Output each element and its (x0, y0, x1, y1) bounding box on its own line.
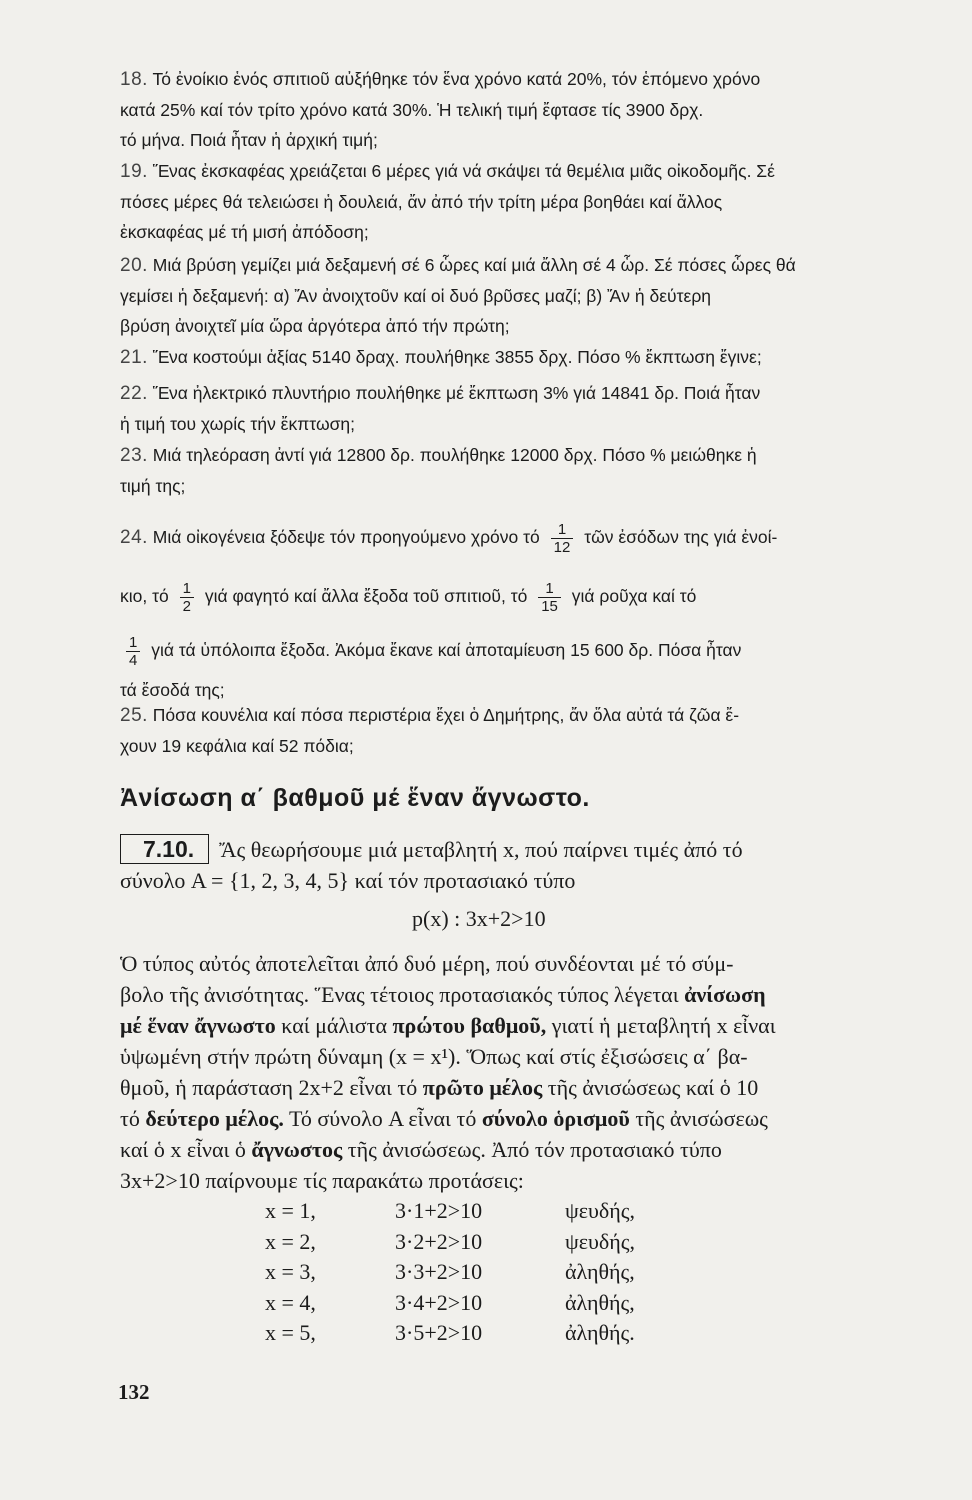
exercise-text: γιά τά ὑπόλοιπα ἔξοδα. Ἀκόμα ἔκανε καί ἀποταμίευση 15 600 δρ. Πόσα ἦταν (151, 640, 742, 660)
exercise-number: 24. (120, 527, 148, 548)
fraction-1-12: $\frac{1}{12}$ (551, 521, 574, 556)
exercise-25 (120, 700, 930, 761)
exercise-number: 22. (120, 383, 148, 404)
section-heading: Ἀνίσωση α΄ βαθμοῦ μέ ἕναν ἄγνωστο. (120, 784, 590, 812)
exercise-20 (120, 250, 930, 341)
exercise-number: 21. (120, 347, 148, 368)
exercise-text: γεμίσει ἡ δεξαμενή: α) Ἄν ἀνοιχτοῦν καί οἱ δυό βρῦσες μαζί; β) Ἄν ἡ δεύτερη (120, 286, 712, 306)
exercise-text: Ἕνας ἐκσκαφέας χρειάζεται 6 μέρες γιά νά σκάψει τά θεμέλια μιᾶς οἰκοδομῆς. Σέ (152, 161, 775, 181)
exercise-line (120, 95, 930, 125)
paragraph-text: σύνολο A = {1, 2, 3, 4, 5} καί τόν προτασιακό τύπο (120, 868, 576, 893)
bold-term: ἀνίσωση (684, 982, 766, 1007)
exercise-text: τῶν ἐσόδων της γιά ἐνοί- (584, 527, 778, 547)
exercise-text: Μιά τηλεόραση ἀντί γιά 12800 δρ. πουλήθηκε 12000 δρχ. Πόσο % μειώθηκε ἡ (152, 445, 757, 465)
case-row: x = 2, 3·2+2>10 ψευδής, (265, 1228, 635, 1254)
bold-term: πρῶτο μέλος (422, 1075, 543, 1100)
exercise-text: Μιά βρύση γεμίζει μιά δεξαμενή σέ 6 ὧρες καί μιά ἄλλη σέ 4 ὧρ. Σέ πόσες ὧρες θά (152, 255, 796, 275)
exercise-text: τά ἔσοδά της; (120, 680, 225, 700)
case-row: x = 3, 3·3+2>10 ἀληθής, (265, 1259, 635, 1284)
page-number: 132 (118, 1380, 150, 1404)
case-row: x = 1, 3·1+2>10 ψευδής, (265, 1198, 635, 1223)
exercise-line (120, 64, 930, 95)
exercise-22 (120, 378, 930, 439)
exercise-text: κιο, τό (120, 586, 169, 606)
exercise-text: βρύση ἀνοιχτεῖ μία ὥρα ἀργότερα ἀπό τήν πρώτη; (120, 316, 510, 336)
exercise-text: Ἕνα ἠλεκτρικό πλυντήριο πουλήθηκε μέ ἔκπτωση 3% γιά 14841 δρ. Ποιά ἦταν (152, 383, 761, 403)
formula-px: p(x) : 3x+2>10 (412, 906, 546, 931)
bold-term: δεύτερο μέλος. (145, 1106, 284, 1131)
fraction-1-4: $\frac{1}{4}$ (126, 634, 140, 669)
bold-term: ἄγνωστος (251, 1137, 343, 1162)
fraction-1-2: $\frac{1}{2}$ (180, 580, 194, 615)
exercise-text: τό μήνα. Ποιά ἦταν ἡ ἀρχική τιμή; (120, 130, 378, 150)
paragraph-text: Ὁ τύπος αὐτός ἀποτελεῖται ἀπό δυό μέρη, πού συνδέονται μέ τό σύμ- (120, 951, 734, 976)
exercise-text: χουν 19 κεφάλια καί 52 πόδια; (120, 736, 354, 756)
exercise-18 (120, 64, 930, 155)
exercise-text: τιμή της; (120, 476, 186, 496)
exercise-19 (120, 156, 930, 247)
bold-term: σύνολο ὁρισμοῦ (481, 1106, 630, 1131)
exercise-text: ἐκσκαφέας μέ τή μισή ἀπόδοση; (120, 222, 369, 242)
paragraph-text: 3x+2>10 παίρνουμε τίς παρακάτω προτάσεις: (120, 1168, 524, 1193)
exercise-23 (120, 440, 930, 501)
section-intro (120, 834, 930, 896)
paragraph-text: ὑψωμένη στήν πρώτη δύναμη (x = x¹). Ὅπως καί στίς ἐξισώσεις α΄ βα- (120, 1044, 748, 1069)
section-number-box: 7.10. (120, 834, 209, 864)
exercise-number: 20. (120, 255, 148, 276)
exercise-text: πόσες μέρες θά τελειώσει ἡ δουλειά, ἄν ἀπό τήν τρίτη μέρα βοηθάει καί ἄλλος (120, 192, 723, 212)
case-row: x = 4, 3·4+2>10 ἀληθής, (265, 1289, 635, 1315)
bold-term: πρώτου βαθμοῦ, (392, 1013, 547, 1038)
exercise-24 (120, 508, 930, 705)
exercise-text: Πόσα κουνέλια καί πόσα περιστέρια ἔχει ὁ Δημήτρης, ἄν ὅλα αὐτά τά ζῶα ἔ- (152, 705, 740, 725)
exercise-text: Τό ἐνοίκιο ἑνός σπιτιοῦ αὐξήθηκε τόν ἕνα χρόνο κατά 20%, τόν ἑπόμενο χρόνο (152, 69, 761, 89)
exercise-number: 18. (120, 69, 148, 90)
exercise-number: 23. (120, 445, 148, 466)
exercise-text: Ἕνα κοστούμι ἀξίας 5140 δραχ. πουλήθηκε 3855 δρχ. Πόσο % ἔκπτωση ἔγινε; (152, 347, 762, 367)
paragraph-text: Ἄς θεωρήσουμε μιά μεταβλητή x, πού παίρνει τιμές ἀπό τό (219, 837, 743, 862)
bold-term: μέ ἕναν ἄγνωστο (120, 1013, 276, 1038)
section-explanation: Ὁ τύπος αὐτός ἀποτελεῖται ἀπό δυό μέρη, πού συνδέονται μέ τό σύμ- βολο τῆς ἀνισότητας. Ἕνας τέτοιος προτασιακός τύπος λέγεται ἀνίσωση μέ ἕναν ἄγνωστο καί μάλιστα πρώτου βαθμοῦ, γιατί ἡ μεταβλητή x εἶναι ὑψωμένη στήν πρώτη δύναμη (x = x¹). Ὅπως καί στίς ἐξισώσεις α΄ βα- θμοῦ, ἡ παράσταση 2x+2 εἶναι τό πρῶτο μέλος τῆς ἀνισώσεως καί ὁ 10 τό δεύτερο μέλος. Τό σύνολο A εἶναι τό σύνολο ὁρισμοῦ τῆς ἀνισώσεως καί ὁ x εἶναι ὁ ἄγνωστος τῆς ἀνισώσεως. Ἀπό τόν προτασιακό τύπο 3x+2>10 παίρνουμε τίς παρακάτω προτάσεις: (120, 951, 776, 1193)
exercise-line (120, 125, 930, 155)
exercise-21 (120, 342, 930, 373)
fraction-1-15: $\frac{1}{15}$ (538, 580, 561, 615)
paragraph-text: βολο τῆς ἀνισότητας. Ἕνας τέτοιος προτασιακός τύπος λέγεται (120, 982, 685, 1007)
exercise-text: γιά ροῦχα καί τό (571, 586, 697, 606)
exercise-text: κατά 25% καί τόν τρίτο χρόνο κατά 30%. Ἡ τελική τιμή ἔφτασε τίς 3900 δρχ. (120, 100, 704, 120)
exercise-text: γιά φαγητό καί ἄλλα ἔξοδα τοῦ σπιτιοῦ, τό (204, 586, 528, 606)
exercise-number: 19. (120, 161, 148, 182)
exercise-number: 25. (120, 705, 148, 726)
exercise-text: Μιά οἰκογένεια ξόδεψε τόν προηγούμενο χρόνο τό (152, 527, 540, 547)
case-row: x = 5, 3·5+2>10 ἀληθής. (265, 1320, 635, 1345)
truth-cases (265, 1198, 765, 1351)
exercise-text: ἡ τιμή του χωρίς τήν ἔκπτωση; (120, 414, 356, 434)
